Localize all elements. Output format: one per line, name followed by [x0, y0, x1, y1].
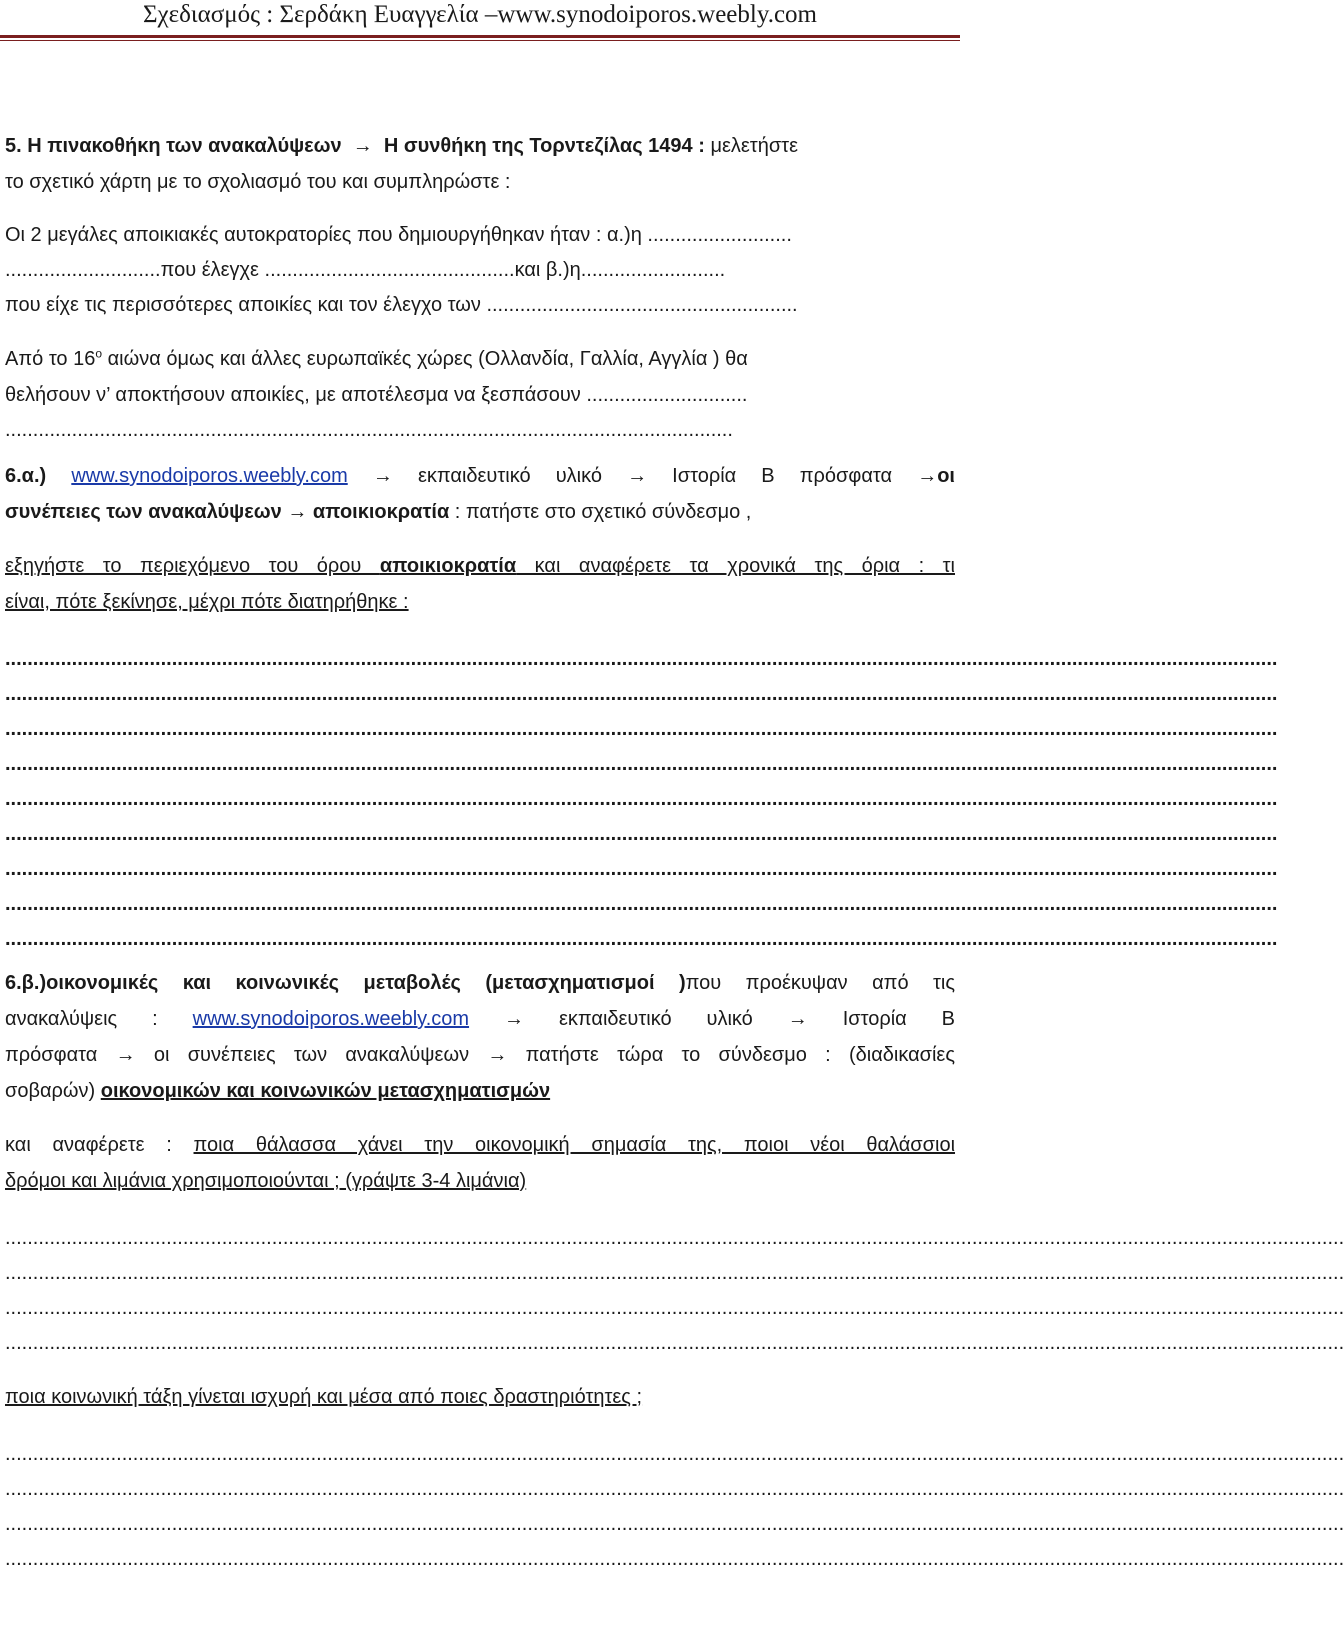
q6a-line1: 6.α.) www.synodoiporos.weebly.com → εκπαιδευτικό υλικό → Ιστορία Β πρόσφατα →οι [5, 465, 955, 487]
q6b-question1-line2: δρόμοι και λιμάνια χρησιμοποιούνται ; (γράψτε 3-4 λιμάνια) [5, 1170, 527, 1192]
answer-line: ..................................................................................................................................................................................................................................... [5, 683, 1278, 705]
answer-line: ................................................................................................................................................................................................................................................. [5, 1262, 1344, 1284]
answer-line: ................................................................................................................................................................................................................................................. [5, 1332, 1344, 1354]
answer-line: ................................................................................................................................................................................................................................................. [5, 1548, 1344, 1570]
answer-line: ................................................................................................................................................................................................................................................. [5, 1513, 1344, 1535]
answer-line: ................................................................................................................................................................................................................................................. [5, 1227, 1344, 1249]
q6b-line2: ανακαλύψεις : www.synodoiporos.weebly.com → εκπαιδευτικό υλικό → Ιστορία Β [5, 1008, 956, 1030]
q6b-line3: πρόσφατα → οι συνέπειες των ανακαλύψεων → πατήστε τώρα το σύνδεσμο : (διαδικασίες [5, 1044, 955, 1066]
q5-title: 5. Η πινακοθήκη των ανακαλύψεων → Η συνθήκη της Τορντεζίλας 1494 : μελετήστε [5, 135, 798, 157]
header-rule-thick [0, 35, 960, 38]
q5-p1-line1: Οι 2 μεγάλες αποικιακές αυτοκρατορίες που δημιουργήθηκαν ήταν : α.)η .......................... [5, 224, 792, 246]
answer-line: ..................................................................................................................................................................................................................................... [5, 858, 1278, 880]
q6a-instruction-1: εξηγήστε το περιεχόμενο του όρου αποικιοκρατία και αναφέρετε τα χρονικά της όρια : τι [5, 555, 955, 577]
q6b-question1-line1: και αναφέρετε : ποια θάλασσα χάνει την οικονομική σημασία της, ποιοι νέοι θαλάσσιοι [5, 1134, 956, 1156]
answer-line: ..................................................................................................................................................................................................................................... [5, 753, 1278, 775]
worksheet-content [5, 128, 1344, 1577]
q6b-line4: σοβαρών) οικονομικών και κοινωνικών μετασχηματισμών [5, 1080, 551, 1102]
q5-p2-line2: θελήσουν ν’ αποκτήσουν αποικίες, με αποτέλεσμα να ξεσπάσουν ............................. [5, 384, 748, 406]
page-header: Σχεδιασμός : Σερδάκη Ευαγγελία –www.synodoiporos.weebly.com [142, 1, 818, 28]
q6b-line1: 6.β.)οικονομικές και κοινωνικές μεταβολές (μετασχηματισμοί )που προέκυψαν από τις [5, 972, 955, 994]
header-rule-thin [0, 40, 960, 41]
q6a-line2: συνέπειες των ανακαλύψεων → αποικιοκρατία : πατήστε στο σχετικό σύνδεσμο , [5, 501, 752, 523]
q5-line2: το σχετικό χάρτη με το σχολιασμό του και συμπληρώστε : [5, 171, 511, 193]
answer-line: ................................................................................................................................................................................................................................................. [5, 1478, 1344, 1500]
answer-line: ................................................................................................................................................................................................................................................. [5, 1297, 1344, 1319]
q5-p2-line1: Από το $16^o$ αιώνα όμως και άλλες ευρωπαϊκές χώρες (Ολλανδία, Γαλλία, Αγγλία ) θα [5, 346, 748, 370]
answer-line: ..................................................................................................................................................................................................................................... [5, 718, 1278, 740]
q5-p1-line3: που είχε τις περισσότερες αποικίες και τον έλεγχο των ........................................................ [5, 294, 798, 316]
site-link-1[interactable]: www.synodoiporos.weebly.com [71, 465, 348, 487]
q6a-instruction-2: είναι, πότε ξεκίνησε, μέχρι πότε διατηρήθηκε : [5, 591, 409, 613]
answer-line: ..................................................................................................................................................................................................................................... [5, 893, 1278, 915]
answer-line: ..................................................................................................................................................................................................................................... [5, 928, 1278, 950]
q5-p2-line3: ................................................................................................................................... [5, 419, 733, 441]
answer-line: ................................................................................................................................................................................................................................................. [5, 1443, 1344, 1465]
answer-line: ..................................................................................................................................................................................................................................... [5, 788, 1278, 810]
q6b-question2: ποια κοινωνική τάξη γίνεται ισχυρή και μέσα από ποιες δραστηριότητες ; [5, 1386, 643, 1408]
answer-line: ..................................................................................................................................................................................................................................... [5, 648, 1278, 670]
site-link-2[interactable]: www.synodoiporos.weebly.com [192, 1008, 470, 1030]
answer-line: ..................................................................................................................................................................................................................................... [5, 823, 1278, 845]
q5-p1-line2: ............................που έλεγχε .............................................και β.)η.......................... [5, 259, 726, 281]
